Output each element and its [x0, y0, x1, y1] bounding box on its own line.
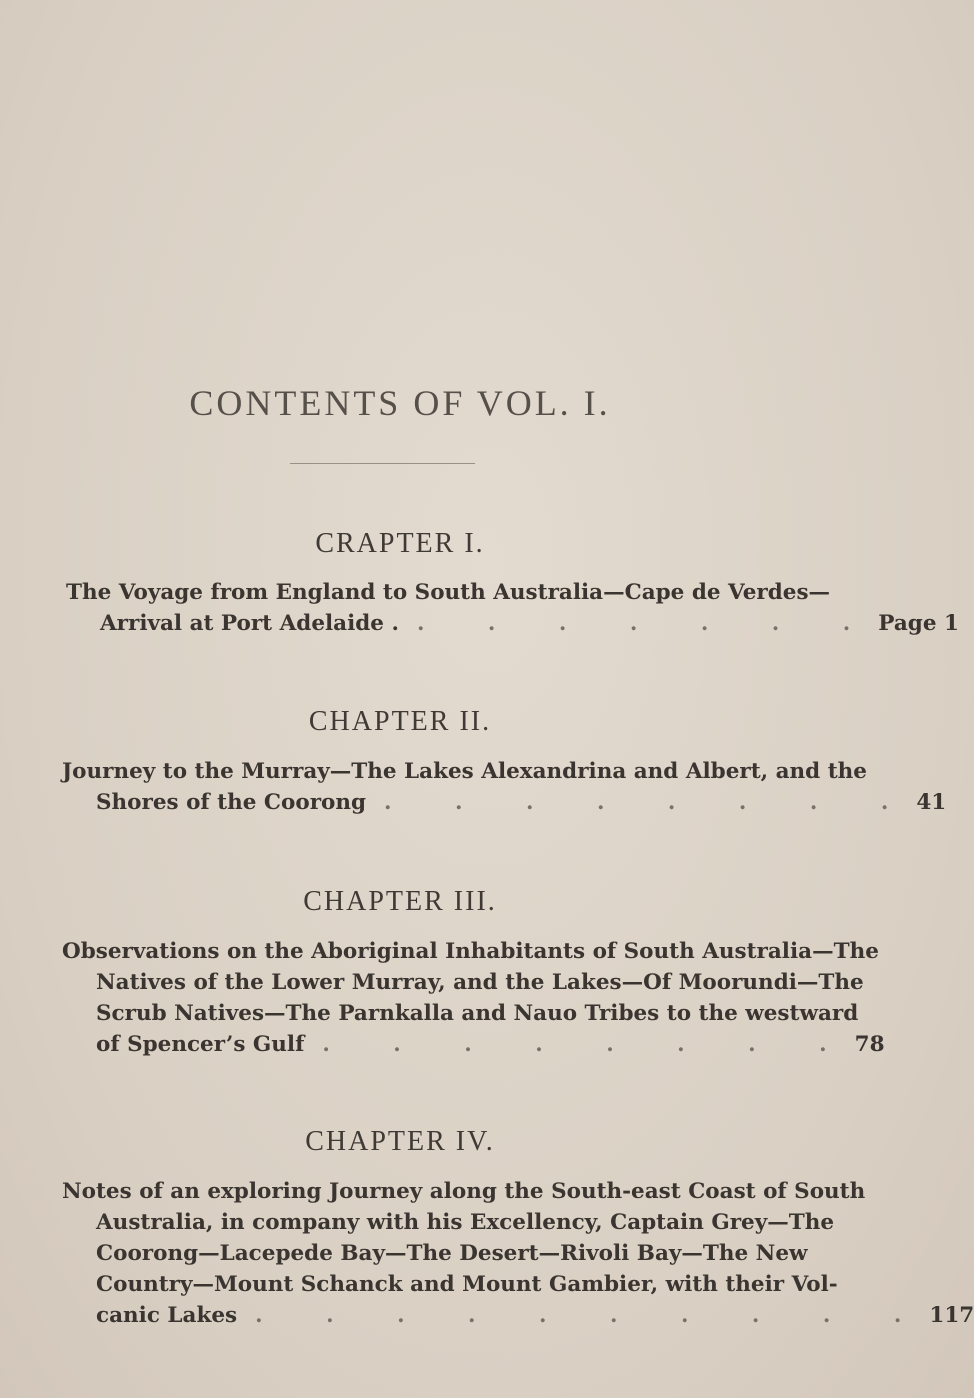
toc-entry-4[interactable] — [62, 1176, 974, 1331]
title-rule — [290, 463, 475, 464]
chapter-heading-3: CHAPTER III. — [303, 886, 497, 917]
page-number: Page 1 — [878, 611, 959, 636]
entry-last-line — [66, 608, 959, 639]
toc-entry-2[interactable] — [62, 756, 947, 818]
entry-line: Natives of the Lower Murray, and the Lakes—Of Moorundi—The — [96, 970, 864, 995]
entry-text: of Spencer’s Gulf — [96, 1032, 305, 1057]
page-number: 117 — [929, 1303, 974, 1328]
entry-line: The Voyage from England to South Australia—Cape de Verdes— — [66, 580, 831, 605]
entry-line: Australia, in company with his Excellency, Captain Grey—The — [96, 1210, 835, 1235]
leader-dots: . . . . . . . — [416, 611, 879, 636]
page-title: CONTENTS OF VOL. I. — [189, 383, 611, 423]
page-number: 41 — [916, 790, 947, 815]
entry-text: Arrival at Port Adelaide . — [100, 611, 399, 636]
page-number: 78 — [854, 1032, 885, 1057]
entry-text: Shores of the Coorong — [96, 790, 367, 815]
entry-last-line — [62, 787, 947, 818]
entry-last-line — [62, 1029, 885, 1060]
leader-dots: . . . . . . . . — [322, 1032, 855, 1057]
entry-line: Scrub Natives—The Parnkalla and Nauo Tribes to the westward — [96, 1001, 859, 1026]
leader-dots: . . . . . . . . . . — [255, 1303, 930, 1328]
entry-line: Observations on the Aboriginal Inhabitants of South Australia—The — [62, 939, 879, 964]
toc-entry-1[interactable] — [66, 577, 959, 639]
entry-line: Notes of an exploring Journey along the South-east Coast of South — [62, 1179, 866, 1204]
entry-text: canic Lakes — [96, 1303, 238, 1328]
entry-line: Country—Mount Schanck and Mount Gambier, with their Vol- — [96, 1272, 838, 1297]
entry-line: Journey to the Murray—The Lakes Alexandrina and Albert, and the — [62, 759, 867, 784]
toc-entry-3[interactable] — [62, 936, 885, 1060]
leader-dots: . . . . . . . . — [384, 790, 917, 815]
chapter-heading-4: CHAPTER IV. — [305, 1126, 495, 1157]
chapter-heading-2: CHAPTER II. — [308, 706, 492, 737]
entry-last-line — [62, 1300, 974, 1331]
entry-line: Coorong—Lacepede Bay—The Desert—Rivoli Bay—The New — [96, 1241, 808, 1266]
chapter-heading-1: CRAPTER I. — [315, 528, 485, 559]
